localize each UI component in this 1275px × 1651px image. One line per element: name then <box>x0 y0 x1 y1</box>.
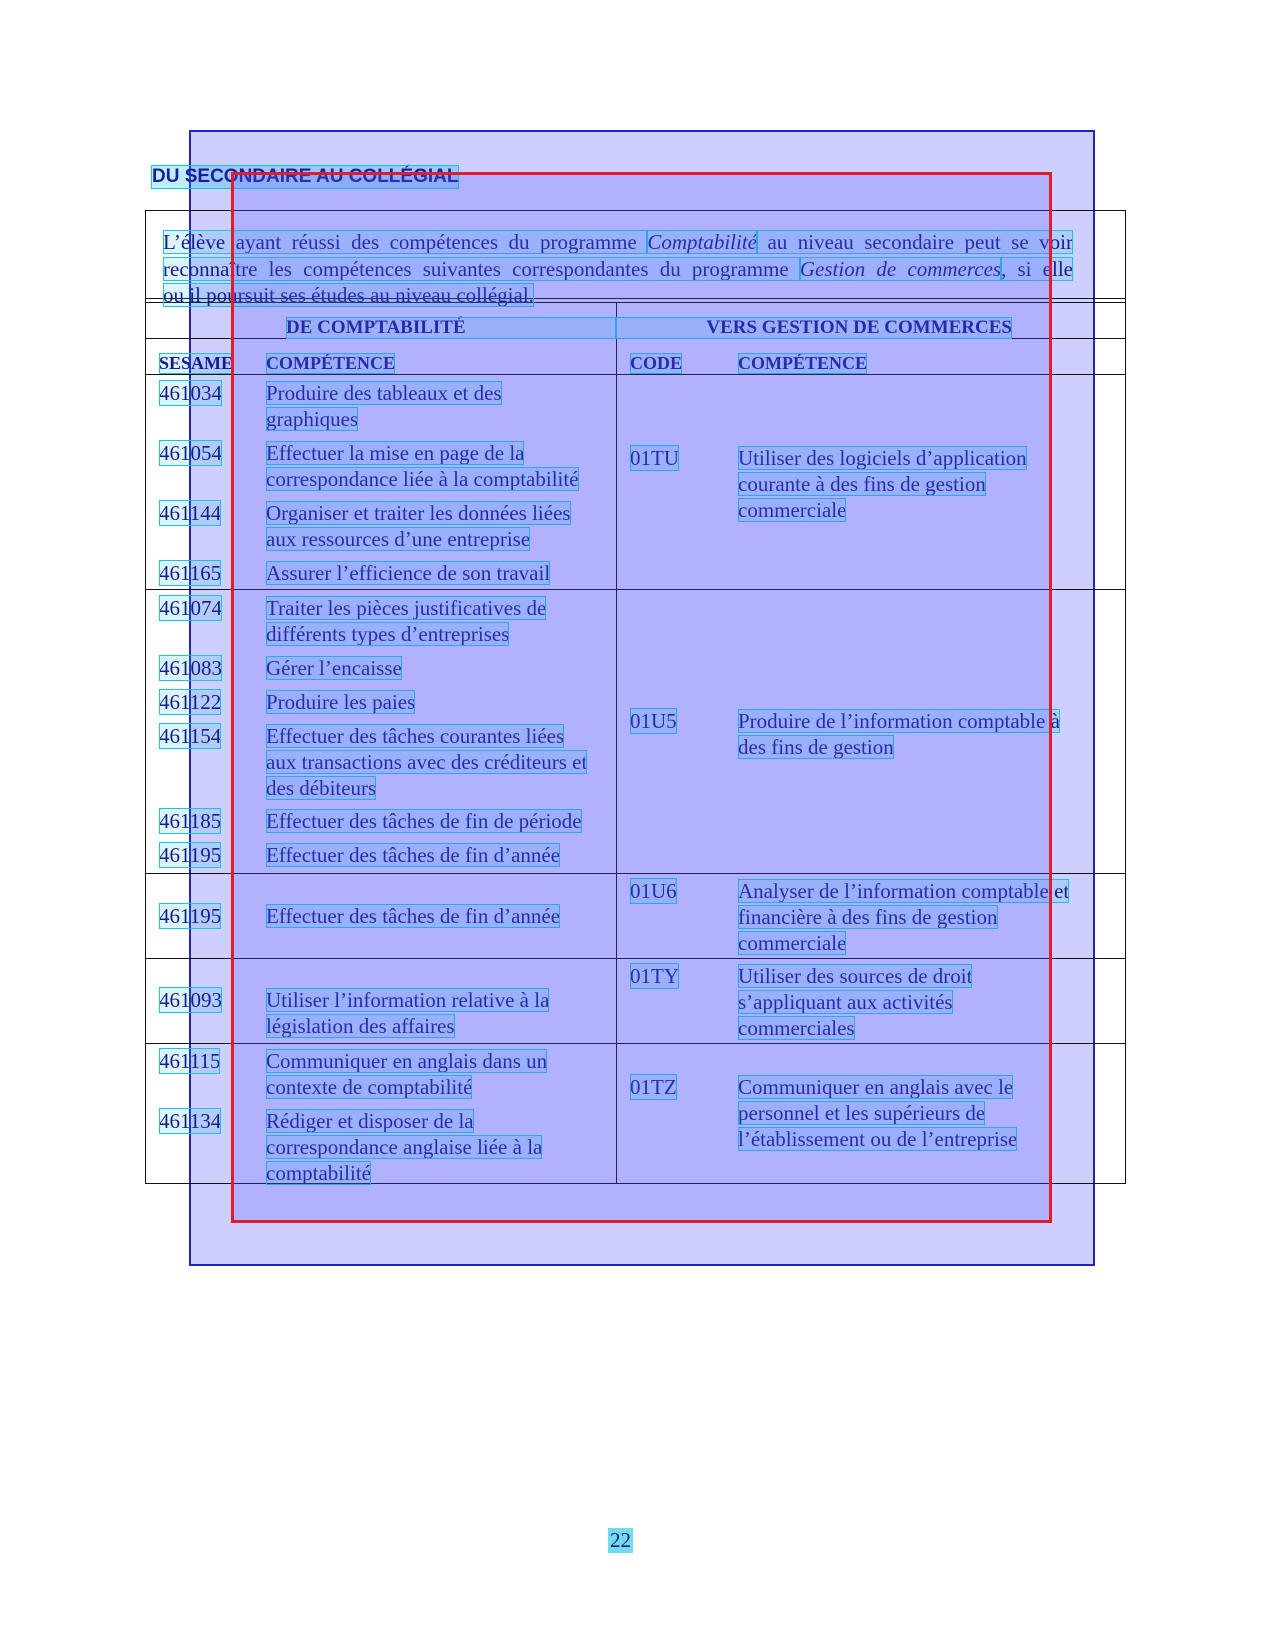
sesame-code: 461034 <box>159 381 222 405</box>
competence-text: Produire des tableaux et des graphiques <box>266 381 502 431</box>
col-competence-left: COMPÉTENCE <box>266 353 396 373</box>
sesame-code: 461165 <box>159 561 222 585</box>
intro-line-1: L’élève ayant réussi des compétences du programme Comptabilité au niveau secondaire peut se voir <box>163 230 1073 254</box>
sesame-code: 461054 <box>159 441 222 465</box>
sesame-code: 461115 <box>159 1049 221 1073</box>
target-code: 01TY <box>630 964 679 988</box>
sesame-code: 461154 <box>159 724 222 748</box>
intro-line-3: ou il poursuit ses études au niveau collégial. <box>163 283 534 307</box>
competence-text: Traiter les pièces justificatives de différents types d’entreprises <box>266 596 547 646</box>
sesame-code: 461083 <box>159 656 222 680</box>
sesame-code: 461195 <box>159 843 222 867</box>
sesame-code: 461074 <box>159 596 222 620</box>
section-title: DU SECONDAIRE AU COLLÉGIAL <box>152 166 459 187</box>
competence-text: Organiser et traiter les données liées aux ressources d’une entreprise <box>266 501 571 551</box>
sesame-code: 461185 <box>159 809 222 833</box>
col-competence-right: COMPÉTENCE <box>738 353 868 373</box>
page-number: 22 <box>610 1528 631 1552</box>
target-competence: Utiliser des sources de droit s’appliquant aux activités commerciales <box>738 964 973 1040</box>
target-competence: Communiquer en anglais avec le personnel et les supérieurs de l’établissement ou de l’entreprise <box>738 1075 1018 1151</box>
sesame-code: 461122 <box>159 690 222 714</box>
sesame-code: 461195 <box>159 904 222 928</box>
sesame-code: 461093 <box>159 988 222 1012</box>
competence-text: Communiquer en anglais dans un contexte de comptabilité <box>266 1049 548 1099</box>
table-right-border <box>1125 210 1126 1184</box>
col-sesame: SESAME <box>159 353 234 373</box>
sesame-code: 461144 <box>159 501 222 525</box>
target-competence: Utiliser des logiciels d’application courante à des fins de gestion commerciale <box>738 446 1027 522</box>
competence-text: Utiliser l’information relative à la législation des affaires <box>266 988 550 1038</box>
competence-text: Effectuer des tâches de fin d’année <box>266 843 561 867</box>
competence-text: Gérer l’encaisse <box>266 656 402 680</box>
inner-region-box <box>231 172 1052 1223</box>
target-code: 01U5 <box>630 709 677 733</box>
sesame-code: 461134 <box>159 1109 222 1133</box>
competence-text: Produire les paies <box>266 690 416 714</box>
intro-line-2: reconnaître les compétences suivantes correspondantes du programme Gestion de commerces, si elle <box>163 256 1073 281</box>
target-code: 01TZ <box>630 1075 677 1099</box>
left-heading: DE COMPTABILITÉ <box>286 317 616 339</box>
target-code: 01U6 <box>630 879 677 903</box>
table-left-border <box>145 210 146 1184</box>
competence-text: Effectuer des tâches courantes liées aux transactions avec des créditeurs et des débiteurs <box>266 724 588 800</box>
competence-text: Effectuer la mise en page de la correspondance liée à la comptabilité <box>266 441 579 491</box>
competence-text: Effectuer des tâches de fin de période <box>266 809 582 833</box>
target-competence: Analyser de l’information comptable et financière à des fins de gestion commerciale <box>738 879 1070 955</box>
target-code: 01TU <box>630 446 679 470</box>
target-competence: Produire de l’information comptable à des fins de gestion <box>738 709 1060 759</box>
competence-text: Effectuer des tâches de fin d’année <box>266 904 561 928</box>
col-code: CODE <box>630 353 683 373</box>
competence-text: Rédiger et disposer de la correspondance anglaise liée à la comptabilité <box>266 1109 543 1185</box>
right-heading: VERS GESTION DE COMMERCES <box>616 317 1012 339</box>
competence-text: Assurer l’efficience de son travail <box>266 561 551 585</box>
